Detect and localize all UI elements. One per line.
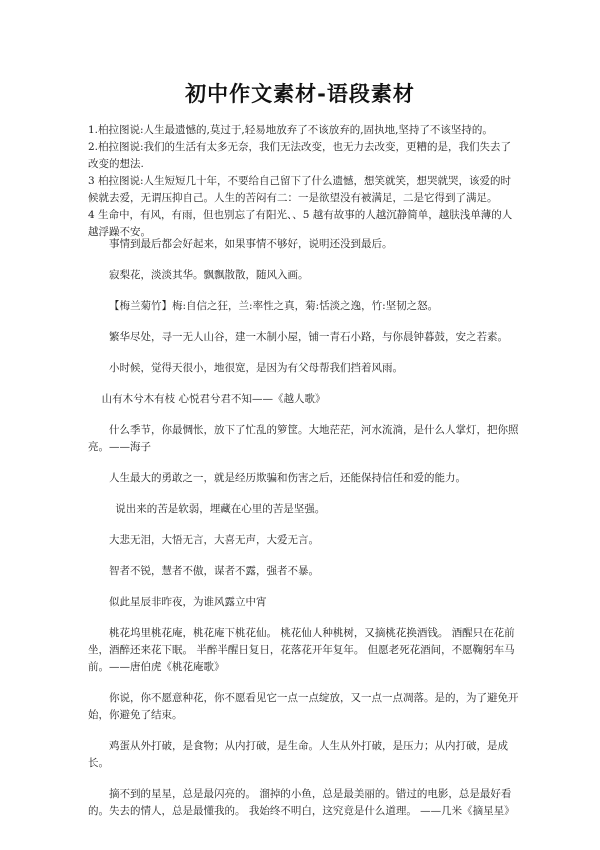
paragraph: 事情到最后都会好起来，如果事情不够好，说明还没到最后。 — [109, 238, 393, 250]
paragraph: 鸡蛋从外打破，是食物；从内打破，是生命。人生从外打破，是压力；从内打破，是成长。 — [88, 740, 508, 769]
paragraph: 小时候，觉得天很小，地很宽，是因为有父母帮我们挡着风雨。 — [109, 362, 403, 374]
paragraph: 繁华尽处，寻一无人山谷，建一木制小屋，铺一青石小路，与你晨钟暮鼓，安之若素。 — [109, 331, 508, 343]
body-section — [88, 236, 520, 834]
numbered-paragraph: 3 柏拉图说:人生短短几十年，不要给自己留下了什么遗憾，想笑就笑，想哭就哭，该爱的时候就去爱，无谓压抑自己。人生的苦闷有二：一是欲望没有被满足，二是它得到了满足。 — [88, 175, 512, 204]
numbered-section — [88, 122, 520, 241]
paragraph: 什么季节，你最惆怅，放下了忙乱的箩筐。大地茫茫，河水流淌，是什么人掌灯，把你照亮。——海子 — [88, 424, 519, 453]
paragraph: 人生最大的勇敢之一，就是经历欺骗和伤害之后，还能保持信任和爱的能力。 — [109, 472, 466, 484]
paragraph: 大悲无泪，大悟无言，大喜无声，大爱无言。 — [109, 534, 319, 546]
paragraph: 山有木兮木有枝 心悦君兮君不知——《越人歌》 — [101, 393, 326, 405]
numbered-paragraph: 2.柏拉图说:我们的生活有太多无奈，我们无法改变，也无力去改变，更糟的是，我们失去了改变的想法. — [88, 141, 512, 170]
numbered-paragraph: 4 生命中，有风，有雨，但也别忘了有阳光、、5 越有故事的人越沉静简单，越肤浅单薄的人越浮躁不安。 — [88, 209, 513, 238]
paragraph: 寂梨花，淡淡其华。飘飘散散，随风入画。 — [109, 269, 309, 281]
paragraph: 桃花坞里桃花庵，桃花庵下桃花仙。 桃花仙人种桃树，又摘桃花换酒钱。 酒醒只在花前坐，酒醉还来花下眠。 半醉半醒日复日，花落花开年复年。 但愿老死花酒间，不愿鞠躬车马前。——唐伯虎《桃花庵歌》 — [88, 627, 515, 673]
numbered-paragraph: 1.柏拉图说:人生最遗憾的,莫过于,轻易地放弃了不该放弃的,固执地,坚持了不该坚持的。 — [88, 124, 493, 136]
paragraph: 似此星辰非昨夜，为谁风露立中宵 — [109, 596, 267, 608]
page-title: 初中作文素材-语段素材 — [185, 82, 415, 106]
paragraph: 你说，你不愿意种花，你不愿看见它一点一点绽放，又一点一点凋落。是的，为了避免开始，你避免了结束。 — [88, 692, 519, 721]
paragraph: 【梅兰菊竹】梅:自信之狂，兰:率性之真，菊:恬淡之逸，竹:坚韧之怒。 — [109, 300, 439, 312]
paragraph: 说出来的苦是软弱，埋藏在心里的苦是坚强。 — [115, 503, 326, 515]
paragraph: 智者不锐，慧者不傲，谋者不露，强者不暴。 — [109, 565, 319, 577]
paragraph: 摘不到的星星，总是最闪亮的。 溜掉的小鱼，总是最美丽的。错过的电影，总是最好看的。失去的情人，总是最懂我的。 我始终不明白，这究竟是什么道理。 ——几米《摘星星》 — [88, 788, 515, 817]
